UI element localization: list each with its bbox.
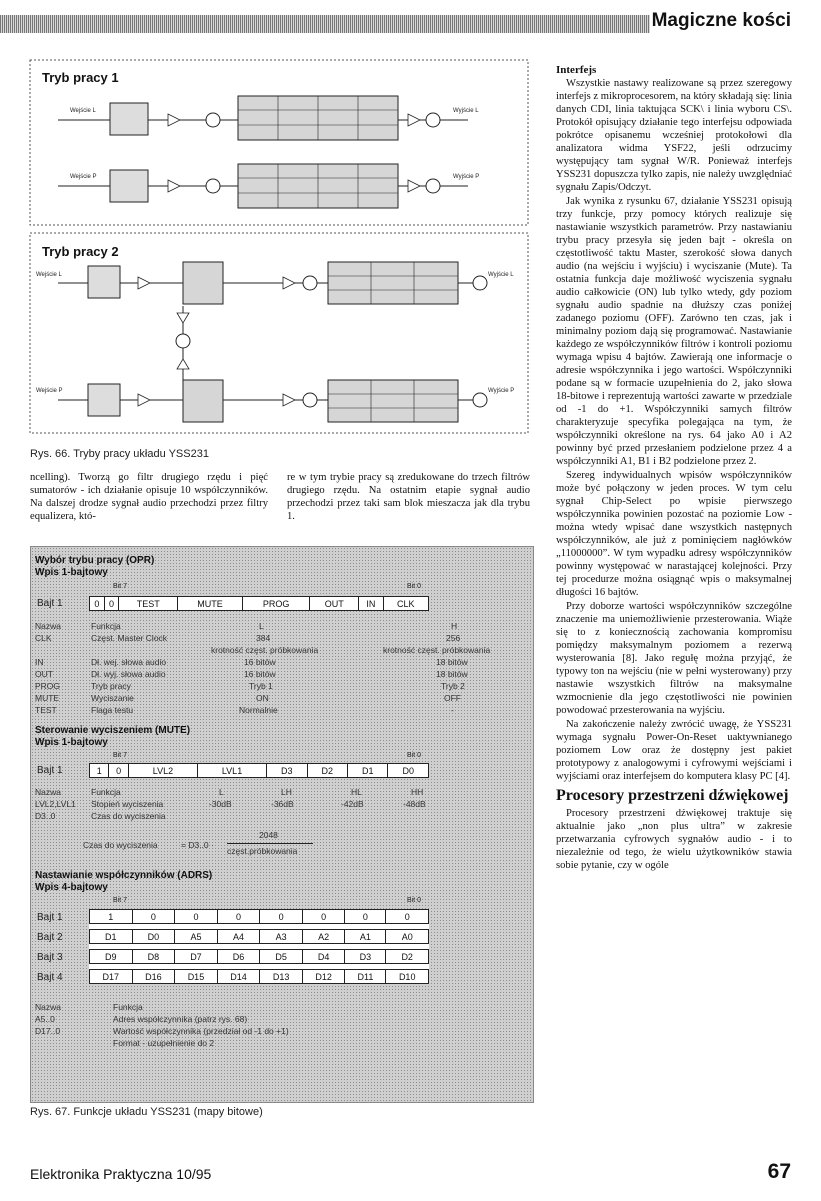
- opr-legend-l: 16 bitów: [244, 657, 276, 667]
- adrs-cell: 0: [386, 910, 429, 924]
- mute-formula-left: Czas do wyciszenia: [83, 840, 158, 850]
- section-heading: Procesory przestrzeni dźwiękowej: [556, 787, 789, 804]
- mute-cell: D3: [267, 764, 307, 778]
- opr-legend-func: Flaga testu: [91, 705, 134, 715]
- opr-legend-func: Dł. wej. słowa audio: [91, 657, 167, 667]
- opr-legend-h: H: [451, 621, 458, 631]
- mute-legend-l: -30dB: [209, 799, 232, 809]
- opr-legend-l: 384: [256, 633, 271, 643]
- opr-legend-name: MUTE: [35, 693, 60, 703]
- adrs-row-label: Bajt 1: [37, 912, 63, 923]
- mute-legend-lh: LH: [281, 787, 292, 797]
- opr-legend-name: PROG: [35, 681, 61, 691]
- adrs-cell: 0: [345, 910, 386, 924]
- mute-bit0: Bit 0: [407, 752, 422, 759]
- opr-legend-l: Tryb 1: [249, 681, 273, 691]
- mute-formula-bar: [227, 843, 313, 844]
- mode1-output-p: Wyjście P: [453, 174, 480, 180]
- adrs-cell: 0: [217, 910, 260, 924]
- opr-cell: PROG: [242, 597, 309, 611]
- mute-legend-name: D3..0: [35, 811, 56, 821]
- adrs-cell: D8: [132, 950, 175, 964]
- adrs-cell: A0: [386, 930, 429, 944]
- mute-legend-func: Czas do wyciszenia: [91, 811, 166, 821]
- opr-legend-l: ON: [256, 693, 269, 703]
- opr-cell: OUT: [310, 597, 359, 611]
- adrs-cell: 0: [260, 910, 303, 924]
- adrs-row-label: Bajt 4: [37, 972, 63, 983]
- mute-title: Sterowanie wyciszeniem (MUTE): [35, 725, 191, 736]
- mute-legend-name: Nazwa: [35, 787, 61, 797]
- mute-bit7: Bit 7: [113, 752, 128, 759]
- adrs-bit0: Bit 0: [407, 897, 422, 904]
- mode1-input-l: Wejście L: [70, 108, 96, 114]
- right-paragraph: Procesory przestrzeni dźwiękowej traktuje się aktualnie jako „non plus ultra” w zakresie przetwarzania cyfrowych sygnałów audio - i to niezależnie od tego, że wielu użytkowników stawia sobie pytanie, czy w ogóle: [556, 808, 792, 871]
- opr-cell: 0: [90, 597, 105, 611]
- adrs-legend-func: Wartość współczynnika (przedział od -1 do +1): [113, 1026, 289, 1036]
- interface-heading: Interfejs: [556, 64, 597, 76]
- adrs-cell: D16: [132, 970, 175, 984]
- opr-row-label: Bajt 1: [37, 598, 63, 609]
- left-text-col2: [287, 471, 530, 523]
- opr-cell: 0: [104, 597, 119, 611]
- adrs-legend-func: Format - uzupełnienie do 2: [113, 1038, 215, 1048]
- mute-cell: LVL2: [128, 764, 197, 778]
- mode2-input-l: Wejście L: [36, 272, 62, 278]
- adrs-row-label: Bajt 2: [37, 932, 63, 943]
- opr-legend-h: krotność częst. próbkowania: [383, 645, 491, 655]
- adrs-cell: A2: [302, 930, 345, 944]
- mute-legend-l: L: [219, 787, 224, 797]
- opr-legend-l: krotność częst. próbkowania: [211, 645, 319, 655]
- mode2-output-l: Wyjście L: [488, 272, 514, 278]
- adrs-cell: A5: [175, 930, 218, 944]
- adrs-legend-name: D17..0: [35, 1026, 61, 1036]
- adrs-legend-name: A5..0: [35, 1014, 55, 1024]
- adrs-cell: D4: [302, 950, 345, 964]
- opr-legend-h: 18 bitów: [436, 669, 468, 679]
- right-paragraph: Na zakończenie należy zwrócić uwagę, że YSS231 wymaga sygnału Power-On-Reset uaktywnianego poziomem Low oraz że dostępny jest pakiet prototypowy z analogowymi i cyfrowymi wejściami i wyjściami oraz interfejsem do komputera klasy PC [4].: [556, 719, 792, 782]
- adrs-subtitle: Wpis 4-bajtowy: [35, 882, 108, 893]
- opr-legend-func: Tryb pracy: [91, 681, 131, 691]
- mute-row-label: Bajt 1: [37, 765, 63, 776]
- adrs-cell: D1: [90, 930, 133, 944]
- mute-legend-hl: -42dB: [341, 799, 364, 809]
- mode2-output-p: Wyjście P: [488, 388, 515, 394]
- figure-67-caption: Rys. 67. Funkcje układu YSS231 (mapy bitowe): [30, 1106, 263, 1118]
- mute-cell: LVL1: [197, 764, 266, 778]
- right-paragraph: Wszystkie nastawy realizowane są przez szeregowy interfejs z mikroprocesorem, na który składają się: linia danych CDI, linia taktująca SCK\ i linia wyboru CS\. Protokół opisujący działanie tego interfejsu odpowiada pokrótce opisanemu wcześniej protokołowi dla analizatora widma YSF22, jeśli odrzucimy występujący tam sygnał W/R. Ponieważ interfejs YSS231 dopuszcza tylko zapis, nie należy uwzględniać sygnału Zapis/Odczyt.: [556, 78, 792, 193]
- opr-legend-l: Normalnie: [239, 705, 278, 715]
- footer-journal: Elektronika Praktyczna 10/95: [30, 1166, 212, 1182]
- left-col2-paragraph: re w tym trybie pracy są zredukowane do trzech filtrów drugiego rzędu. Na ostatnim etapie sygnał audio przechodzi przez taki sam blok mieszacza jak dla trybu 1.: [287, 472, 530, 522]
- opr-subtitle: Wpis 1-bajtowy: [35, 567, 108, 578]
- opr-title: Wybór trybu pracy (OPR): [35, 555, 155, 566]
- opr-legend-name: CLK: [35, 633, 52, 643]
- right-paragraph: Przy doborze wartości współczynników szczególne znaczenie ma uniemożliwienie przesterowania. Wiąże się to z koniecznością zachowania kompromisu pomiędzy maksymalnym poziomem a rezerwą wysterowania [8]. Jako regułę można przyjąć, że typowy ton na wejściu (nie w pełni wysterowany) przy nastawie wszystkich filtrów na maksymalne wzmocnienie dla jego częstotliwości nie powinien powodować przesterowania na wyjściu.: [556, 601, 792, 716]
- adrs-legend-name: Nazwa: [35, 1002, 61, 1012]
- opr-legend-func: Funkcja: [91, 621, 121, 631]
- right-text-column: [556, 64, 792, 873]
- adrs-bit-table: [89, 909, 429, 984]
- opr-legend-name: OUT: [35, 669, 53, 679]
- adrs-cell: D7: [175, 950, 218, 964]
- mute-bit-table: [89, 763, 429, 778]
- page-header-title: Magiczne kości: [651, 10, 791, 31]
- figure-66-diagram: [28, 58, 530, 438]
- mute-cell: D1: [348, 764, 388, 778]
- adrs-cell: D15: [175, 970, 218, 984]
- figure-66-caption: Rys. 66. Tryby pracy układu YSS231: [30, 448, 209, 460]
- mute-cell: D2: [307, 764, 347, 778]
- mute-legend-name: LVL2,LVL1: [35, 799, 76, 809]
- mute-legend-hh: HH: [411, 787, 424, 797]
- opr-bit7: Bit 7: [113, 583, 128, 590]
- opr-legend-h: OFF: [444, 693, 461, 703]
- opr-legend-name: Nazwa: [35, 621, 61, 631]
- left-col1-paragraph: ncelling). Tworzą go filtr drugiego rzędu i pięć sumatorów - ich działanie opisuje 10 współczynników. Na dalszej drodze sygnał audio przechodzi przez filtry equalizera, któ-: [30, 472, 268, 522]
- adrs-cell: D13: [260, 970, 303, 984]
- adrs-cell: D9: [90, 950, 133, 964]
- adrs-cell: D2: [386, 950, 429, 964]
- adrs-cell: A3: [260, 930, 303, 944]
- header-band: [0, 15, 650, 33]
- opr-legend-func: Dł. wyj. słowa audio: [91, 669, 166, 679]
- mute-subtitle: Wpis 1-bajtowy: [35, 737, 108, 748]
- mode1-input-p: Wejście P: [70, 174, 97, 180]
- mute-cell: 0: [109, 764, 128, 778]
- adrs-cell: D5: [260, 950, 303, 964]
- adrs-cell: A4: [217, 930, 260, 944]
- adrs-cell: 0: [302, 910, 345, 924]
- adrs-cell: D14: [217, 970, 260, 984]
- mute-formula-mid: = D3..0 ·: [181, 840, 214, 850]
- page-number: 67: [767, 1160, 791, 1183]
- adrs-cell: 1: [90, 910, 133, 924]
- adrs-cell: A1: [345, 930, 386, 944]
- opr-legend-name: IN: [35, 657, 44, 667]
- adrs-legend-func: Funkcja: [113, 1002, 143, 1012]
- adrs-cell: D3: [345, 950, 386, 964]
- adrs-cell: D6: [217, 950, 260, 964]
- adrs-cell: D0: [132, 930, 175, 944]
- opr-cell: CLK: [383, 597, 428, 611]
- mute-formula-den: częst.próbkowania: [227, 846, 298, 856]
- adrs-bit7: Bit 7: [113, 897, 128, 904]
- mode1-output-l: Wyjście L: [453, 108, 479, 114]
- adrs-cell: D10: [386, 970, 429, 984]
- opr-legend-func: Wyciszanie: [91, 693, 134, 703]
- opr-legend-h: -: [451, 705, 454, 715]
- mute-legend-func: Funkcja: [91, 787, 121, 797]
- opr-legend-func: Częst. Master Clock: [91, 633, 168, 643]
- opr-legend-l: 16 bitów: [244, 669, 276, 679]
- adrs-title: Nastawianie współczynników (ADRS): [35, 870, 213, 881]
- opr-cell: MUTE: [178, 597, 243, 611]
- adrs-cell: D17: [90, 970, 133, 984]
- adrs-cell: D12: [302, 970, 345, 984]
- right-paragraph: Jak wynika z rysunku 67, działanie YSS231 opisują trzy funkcje, przy pomocy których realizuje się nastawianie wszystkich parametrów. Przy nastawianiu trybu pracy przesyła się jeden bajt - określa on częstotliwość taktu Master, szerokość słowa danych audio (na wejściu i wyjściu) i wyciszanie (Mute). Ta ostatnia funkcja daje możliwość wyciszenia sygnału audio całkowicie (ON) lub tylko wtedy, gdy poziom sygnału audio spadnie na dłuższy czas poniżej zadanego poziomu (OFF). Zarówno ten czas, jak i minimalny poziom dają się programować. Nastawianie każdego ze współczynników filtrów i kontroli poziomu wymaga wpisu 4 bajtów. Zawierają one informacje o adresie współczynnika i jego wartości. Współczynniki podane są w formacie uzupełnienia do 2, jako słowa 18-bitowe i reprezentują wartości zawarte w przedziale od -1 do +1. Współczynniki samych filtrów charakteryzuje specyfika polegająca na tym, że współczynniki określone na rys. 64 jako A0 i A2 powinny być przed przesłaniem podzielone przez 4 a współczynniki A1, B1 i B2 podzielone przez 2.: [556, 196, 792, 467]
- adrs-legend-func: Adres współczynnika (patrz rys. 68): [113, 1014, 248, 1024]
- opr-legend-h: 256: [446, 633, 461, 643]
- mode1-title: Tryb pracy 1: [42, 70, 119, 85]
- right-paragraph: Szereg indywidualnych wpisów współczynników może być połączony w jeden proces. W tym celu sygnał Chip-Select po wpisie pierwszego współczynnika powinien pozostać na poziomie Low - można wtedy wpisać dane wszystkich następnych współczynników, ale już z pominięciem nagłówków „11000000”. W tym wypadku adresy współczynników powinny występować w narastającej kolejności. Przy tej procedurze można osiągnąć wpis o maksymalnej długości 16 bajtów.: [556, 470, 792, 598]
- opr-legend-l: L: [259, 621, 264, 631]
- mute-cell: 1: [90, 764, 109, 778]
- mute-legend-func: Stopień wyciszenia: [91, 799, 164, 809]
- mode2-input-p: Wejście P: [36, 388, 63, 394]
- adrs-cell: 0: [132, 910, 175, 924]
- opr-cell: IN: [359, 597, 383, 611]
- opr-bit-table: [89, 596, 429, 611]
- adrs-cell: 0: [175, 910, 218, 924]
- mode2-title: Tryb pracy 2: [42, 244, 119, 259]
- opr-bit0: Bit 0: [407, 583, 422, 590]
- mute-legend-lh: -36dB: [271, 799, 294, 809]
- mute-legend-hh: -48dB: [403, 799, 426, 809]
- mute-formula-num: 2048: [259, 830, 278, 840]
- left-text-col1: [30, 471, 268, 523]
- mute-legend-hl: HL: [351, 787, 362, 797]
- figure-67-bitmaps: [30, 546, 534, 1103]
- opr-legend-h: 18 bitów: [436, 657, 468, 667]
- opr-cell: TEST: [119, 597, 178, 611]
- adrs-row-label: Bajt 3: [37, 952, 63, 963]
- opr-legend-h: Tryb 2: [441, 681, 465, 691]
- opr-legend-name: TEST: [35, 705, 57, 715]
- adrs-cell: D11: [345, 970, 386, 984]
- mute-cell: D0: [388, 764, 429, 778]
